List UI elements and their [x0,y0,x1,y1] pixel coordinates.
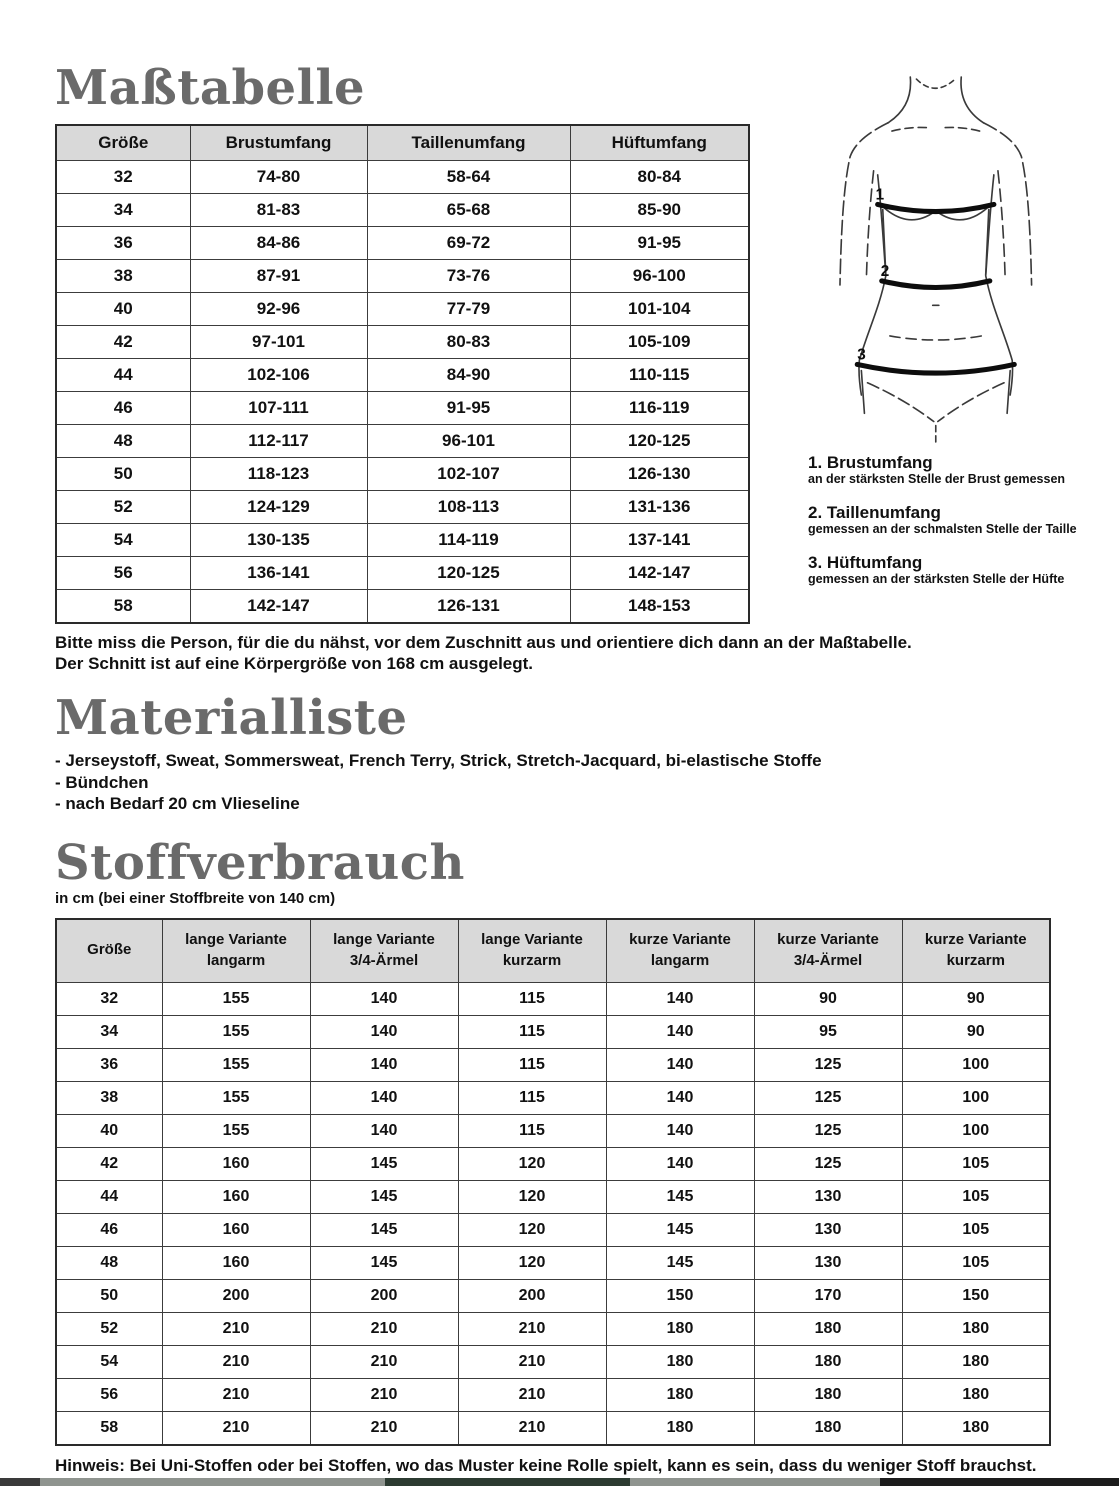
figure-legend-item [808,553,1115,586]
table-cell: 130 [754,1246,902,1279]
table-header-row [56,919,1050,983]
fabric-consumption-table [55,918,1051,1446]
fabric-note: Hinweis: Bei Uni-Stoffen oder bei Stoffen, wo das Muster keine Rolle spielt, kann es sein, dass du weniger Stoff brauchst. [55,1455,1037,1475]
table-cell: 140 [606,982,754,1015]
column-header [310,919,458,983]
table-row [56,326,749,359]
table-cell: 140 [310,982,458,1015]
table-row [56,1378,1050,1411]
table-cell: 210 [310,1378,458,1411]
table-cell: 155 [162,982,310,1015]
table-cell: 210 [310,1411,458,1445]
column-header [458,919,606,983]
table-cell: 50 [56,458,190,491]
column-header-line1: lange Variante [481,931,583,949]
column-header-line1: lange Variante [185,931,287,949]
table-cell: 145 [606,1213,754,1246]
table-cell: 145 [310,1246,458,1279]
table-row [56,227,749,260]
figure-legend-title: 1. Brustumfang [808,453,933,472]
table-cell: 102-106 [190,359,367,392]
table-cell: 180 [606,1345,754,1378]
column-header [902,919,1050,983]
table-cell: 126-130 [570,458,749,491]
table-cell: 56 [56,1378,162,1411]
column-header-line2: kurzarm [946,951,1005,969]
column-header-line1: kurze Variante [777,931,879,949]
table-row [56,491,749,524]
table-cell: 36 [56,227,190,260]
list-item: - Jerseystoff, Sweat, Sommersweat, French Terry, Strick, Stretch-Jacquard, bi-elastische Stoffe [55,751,822,770]
table-cell: 130 [754,1213,902,1246]
table-cell: 210 [162,1345,310,1378]
table-cell: 38 [56,1081,162,1114]
table-cell: 210 [458,1312,606,1345]
table-cell: 96-100 [570,260,749,293]
table-cell: 155 [162,1114,310,1147]
table-cell: 100 [902,1081,1050,1114]
table-cell: 140 [310,1081,458,1114]
table-cell: 84-86 [190,227,367,260]
table-cell: 40 [56,1114,162,1147]
column-header [56,919,162,983]
table-cell: 81-83 [190,194,367,227]
table-row [56,1114,1050,1147]
section-title-masstabelle: Maßtabelle [55,60,366,116]
table-cell: 96-101 [367,425,570,458]
list-item: - Bündchen [55,772,149,792]
table-cell: 56 [56,557,190,590]
table-cell: 155 [162,1048,310,1081]
table-cell: 58-64 [367,161,570,194]
table-cell: 77-79 [367,293,570,326]
table-cell: 210 [458,1411,606,1445]
table-cell: 131-136 [570,491,749,524]
table-cell: 54 [56,524,190,557]
table-cell: 160 [162,1147,310,1180]
table-cell: 180 [606,1411,754,1445]
table-cell: 125 [754,1048,902,1081]
column-header [606,919,754,983]
table-cell: 46 [56,392,190,425]
table-cell: 155 [162,1081,310,1114]
table-cell: 140 [310,1015,458,1048]
table-cell: 140 [310,1048,458,1081]
table-cell: 91-95 [570,227,749,260]
table-cell: 38 [56,260,190,293]
measurement-figure-panel [800,75,1115,603]
table-cell: 115 [458,1015,606,1048]
column-header-line1: Größe [87,941,132,959]
table-cell: 180 [606,1312,754,1345]
figure-legend-subtitle: gemessen an der stärksten Stelle der Hüfte [808,572,1065,586]
figure-legend-subtitle: an der stärksten Stelle der Brust gemessen [808,472,1066,486]
table-cell: 46 [56,1213,162,1246]
section-title-materialliste: Materialliste [55,690,408,746]
table-cell: 110-115 [570,359,749,392]
table-cell: 120-125 [570,425,749,458]
column-header-line2: langarm [650,951,710,969]
table-cell: 137-141 [570,524,749,557]
table-cell: 42 [56,326,190,359]
table-cell: 90 [754,982,902,1015]
table-cell: 210 [162,1312,310,1345]
figure-legend-title: 3. Hüftumfang [808,553,923,572]
table-cell: 102-107 [367,458,570,491]
table-cell: 180 [902,1411,1050,1445]
table-cell: 40 [56,293,190,326]
table-cell: 105 [902,1147,1050,1180]
bust-line-number: 1 [875,186,885,204]
table-cell: 145 [606,1246,754,1279]
table-cell: 148-153 [570,590,749,624]
table-cell: 116-119 [570,392,749,425]
table-cell: 34 [56,1015,162,1048]
table-cell: 48 [56,425,190,458]
table-cell: 115 [458,982,606,1015]
table-cell: 155 [162,1015,310,1048]
column-header-line1: kurze Variante [924,931,1027,949]
figure-legend [800,453,1115,586]
table-cell: 180 [902,1312,1050,1345]
table-row [56,590,749,624]
table-cell: 44 [56,359,190,392]
table-cell: 32 [56,982,162,1015]
table-row [56,1312,1050,1345]
table-cell: 150 [902,1279,1050,1312]
column-header [162,919,310,983]
list-item: - nach Bedarf 20 cm Vlieseline [55,794,300,813]
table-row [56,194,749,227]
table-cell: 115 [458,1081,606,1114]
size-measurement-table [55,124,750,624]
table-cell: 87-91 [190,260,367,293]
table-cell: 80-84 [570,161,749,194]
table-cell: 90 [902,1015,1050,1048]
table-cell: 210 [162,1411,310,1445]
waist-measure-line [882,281,990,288]
table-cell: 69-72 [367,227,570,260]
table-cell: 180 [754,1411,902,1445]
table-cell: 170 [754,1279,902,1312]
table-cell: 145 [310,1147,458,1180]
figure-legend-item [808,503,1115,536]
table-row [56,1048,1050,1081]
column-header-line1: lange Variante [333,931,435,949]
table-cell: 80-83 [367,326,570,359]
table-cell: 160 [162,1246,310,1279]
measuring-note-line2: Der Schnitt ist auf eine Körpergröße von 168 cm ausgelegt. [55,654,534,673]
body-measurement-figure [828,75,1068,447]
table-row [56,1081,1050,1114]
table-row [56,1411,1050,1445]
table-cell: 108-113 [367,491,570,524]
table-cell: 125 [754,1147,902,1180]
table-cell: 112-117 [190,425,367,458]
table-row [56,425,749,458]
table-cell: 52 [56,1312,162,1345]
table-cell: 101-104 [570,293,749,326]
table-cell: 120 [458,1180,606,1213]
table-cell: 125 [754,1114,902,1147]
figure-legend-title: 2. Taillenumfang [808,503,941,522]
table-cell: 145 [310,1213,458,1246]
table-cell: 85-90 [570,194,749,227]
table-row [56,1279,1050,1312]
waist-line-number: 2 [880,262,890,280]
table-row [56,293,749,326]
table-cell: 118-123 [190,458,367,491]
next-page-edge-segment [0,1478,40,1486]
table-row [56,524,749,557]
next-page-edge-segment [880,1478,1119,1486]
table-cell: 210 [310,1312,458,1345]
table-cell: 105 [902,1246,1050,1279]
table-header-row [56,125,749,161]
table-row [56,982,1050,1015]
table-row [56,161,749,194]
table-cell: 210 [458,1345,606,1378]
table-cell: 65-68 [367,194,570,227]
table-cell: 107-111 [190,392,367,425]
table-cell: 140 [606,1147,754,1180]
table-row [56,392,749,425]
table-cell: 34 [56,194,190,227]
table-cell: 92-96 [190,293,367,326]
table-cell: 42 [56,1147,162,1180]
column-header: Größe [56,125,190,161]
table-cell: 58 [56,590,190,624]
table-cell: 120-125 [367,557,570,590]
table-row [56,1345,1050,1378]
table-cell: 210 [310,1345,458,1378]
table-cell: 90 [902,982,1050,1015]
section-title-stoffverbrauch: Stoffverbrauch [55,834,465,891]
table-cell: 136-141 [190,557,367,590]
table-cell: 126-131 [367,590,570,624]
table-cell: 73-76 [367,260,570,293]
table-cell: 180 [754,1345,902,1378]
table-row [56,260,749,293]
material-list [55,750,1119,815]
column-header: Hüftumfang [570,125,749,161]
figure-legend-item [808,453,1115,486]
hip-measure-line [857,364,1014,373]
table-cell: 142-147 [570,557,749,590]
column-header: Taillenumfang [367,125,570,161]
table-row [56,557,749,590]
hip-line-number: 3 [857,346,866,364]
fabric-table-subtitle: in cm (bei einer Stoffbreite von 140 cm) [55,889,336,907]
table-cell: 36 [56,1048,162,1081]
table-cell: 32 [56,161,190,194]
column-header-line1: kurze Variante [629,931,731,949]
table-row [56,1180,1050,1213]
table-cell: 180 [754,1378,902,1411]
table-cell: 200 [458,1279,606,1312]
table-cell: 114-119 [367,524,570,557]
next-page-edge [0,1478,1119,1486]
table-row [56,359,749,392]
column-header-line2: 3/4-Ärmel [793,951,863,969]
table-cell: 44 [56,1180,162,1213]
table-row [56,458,749,491]
table-cell: 200 [162,1279,310,1312]
table-cell: 200 [310,1279,458,1312]
table-cell: 145 [606,1180,754,1213]
table-row [56,1147,1050,1180]
table-cell: 58 [56,1411,162,1445]
table-cell: 125 [754,1081,902,1114]
table-cell: 210 [458,1378,606,1411]
table-cell: 52 [56,491,190,524]
table-cell: 140 [606,1048,754,1081]
column-header-line2: kurzarm [502,951,562,969]
measuring-note-line1: Bitte miss die Person, für die du nähst, vor dem Zuschnitt aus und orientiere dich dann an der Maßtabelle. [55,633,912,652]
next-page-edge-segment [385,1478,630,1486]
table-cell: 100 [902,1048,1050,1081]
table-cell: 54 [56,1345,162,1378]
table-cell: 160 [162,1213,310,1246]
table-cell: 91-95 [367,392,570,425]
table-cell: 120 [458,1213,606,1246]
table-cell: 140 [606,1114,754,1147]
table-cell: 97-101 [190,326,367,359]
table-cell: 50 [56,1279,162,1312]
table-cell: 74-80 [190,161,367,194]
table-cell: 105 [902,1180,1050,1213]
bust-measure-line [878,204,994,211]
table-cell: 84-90 [367,359,570,392]
table-cell: 120 [458,1246,606,1279]
column-header-line2: langarm [206,951,266,969]
table-cell: 160 [162,1180,310,1213]
table-cell: 150 [606,1279,754,1312]
table-cell: 130 [754,1180,902,1213]
table-cell: 145 [310,1180,458,1213]
table-cell: 210 [162,1378,310,1411]
table-cell: 48 [56,1246,162,1279]
table-cell: 180 [754,1312,902,1345]
table-cell: 180 [902,1345,1050,1378]
table-row [56,1213,1050,1246]
table-cell: 140 [606,1081,754,1114]
column-header: Brustumfang [190,125,367,161]
column-header-line2: 3/4-Ärmel [349,951,419,969]
table-cell: 142-147 [190,590,367,624]
table-cell: 100 [902,1114,1050,1147]
table-cell: 140 [606,1015,754,1048]
table-cell: 140 [310,1114,458,1147]
table-cell: 120 [458,1147,606,1180]
table-cell: 105 [902,1213,1050,1246]
table-row [56,1246,1050,1279]
table-cell: 115 [458,1114,606,1147]
table-cell: 130-135 [190,524,367,557]
table-cell: 95 [754,1015,902,1048]
table-cell: 105-109 [570,326,749,359]
figure-legend-subtitle: gemessen an der schmalsten Stelle der Taille [808,522,1077,536]
table-cell: 115 [458,1048,606,1081]
column-header [754,919,902,983]
table-cell: 124-129 [190,491,367,524]
table-row [56,1015,1050,1048]
table-cell: 180 [606,1378,754,1411]
table-cell: 180 [902,1378,1050,1411]
